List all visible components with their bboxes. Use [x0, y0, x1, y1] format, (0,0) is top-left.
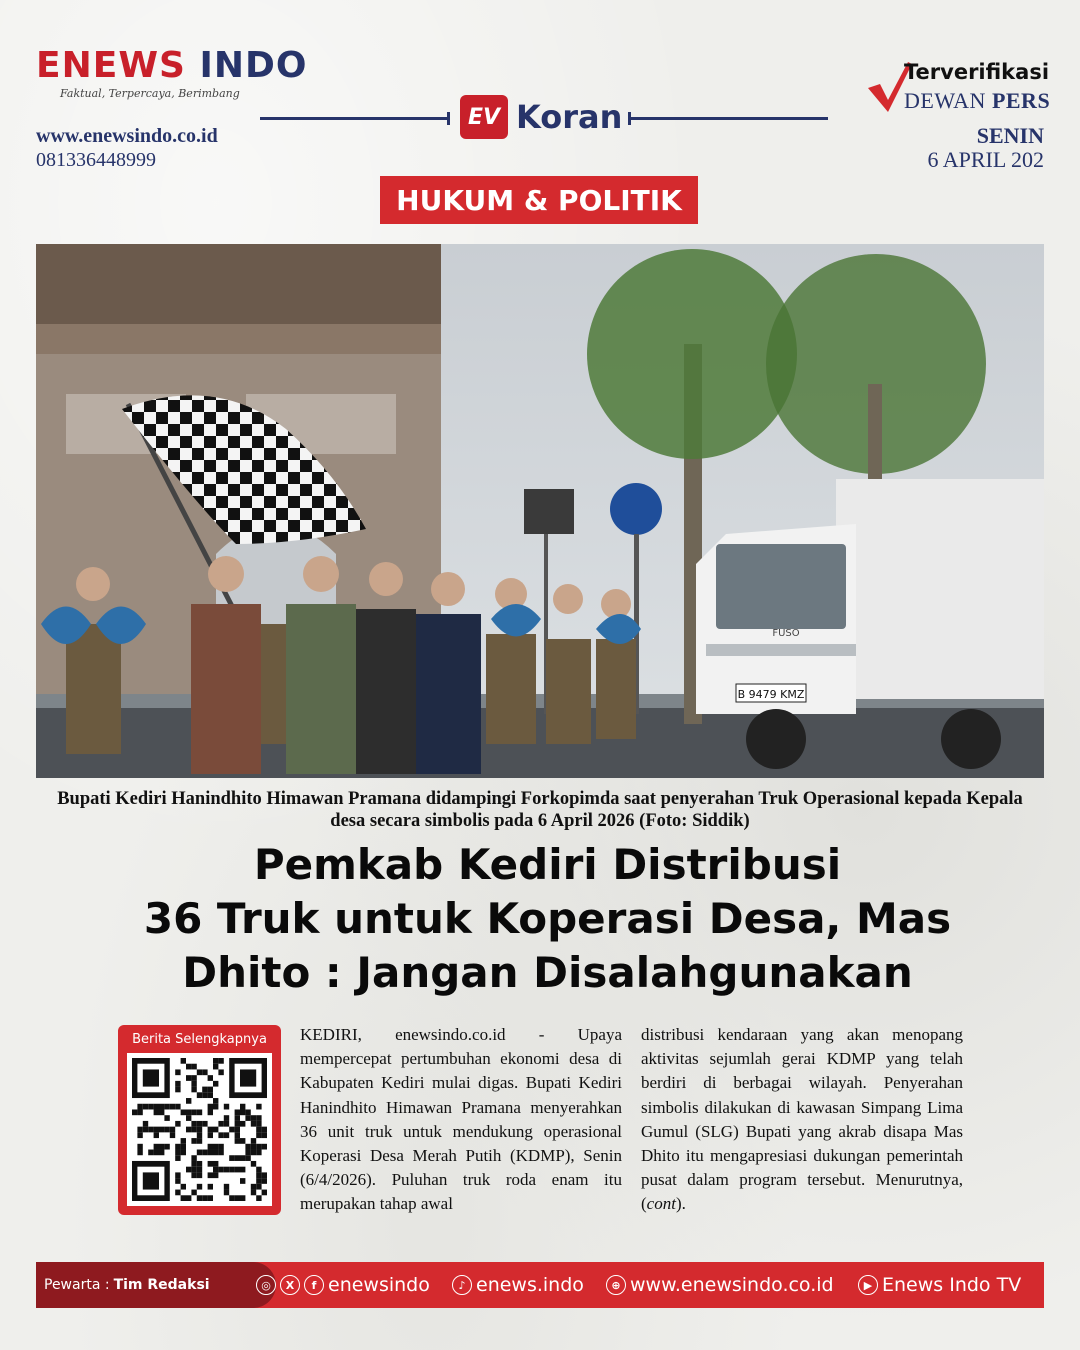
phone-number: 081336448999 — [36, 149, 156, 171]
headline-line-2: 36 Truk untuk Koperasi Desa, Mas — [143, 894, 952, 943]
brand-name-red: ENEWS — [36, 45, 186, 86]
brand-tagline: Faktual, Terpercaya, Berimbang — [60, 87, 240, 100]
tiktok-icon: ♪ — [452, 1275, 472, 1295]
facebook-icon: f — [304, 1275, 324, 1295]
website-link[interactable]: www.enewsindo.co.id — [36, 125, 218, 147]
masthead-divider-right — [628, 117, 828, 120]
ev-logo-icon: EV — [460, 95, 508, 139]
article-cont-marker: cont — [646, 1194, 676, 1214]
photo-caption: Bupati Kediri Hanindhito Himawan Pramana didampingi Forkopimda saat penyerahan Truk Operasional kepada Kepala desa secara simbolis pada 6 April 2026 (Foto: Siddik) — [57, 789, 1023, 831]
reporter-credit — [36, 1262, 276, 1308]
tiktok-text: enews.indo — [476, 1274, 584, 1296]
article-column-1: KEDIRI, enewsindo.co.id - Upaya mempercepat pertumbuhan ekonomi desa di Kabupaten Kediri mulai digas. Bupati Kediri Hanindhito Himawan Pramana menyerahkan 36 unit truk untuk mendukung operasional Koperasi Desa Merah Putih (KDMP), Senin (6/4/2026). Puluhan truk roda enam itu merupakan tahap awal — [300, 1025, 622, 1214]
edition-label: Koran — [516, 98, 623, 136]
website-footer-text: www.enewsindo.co.id — [630, 1274, 834, 1296]
headline — [40, 838, 1055, 1000]
verification-label: Terverifikasi — [904, 60, 1050, 84]
instagram-icon: ◎ — [256, 1275, 276, 1295]
brand-logo — [36, 45, 308, 100]
x-icon: X — [280, 1275, 300, 1295]
verification-org-b: PERS — [991, 88, 1051, 113]
qr-title: Berita Selengkapnya — [132, 1032, 267, 1047]
contact-block — [36, 124, 218, 172]
qr-card[interactable] — [118, 1025, 281, 1215]
verification-org — [904, 88, 1050, 114]
globe-icon: ⊕ — [606, 1275, 626, 1295]
verification-badge — [866, 50, 1056, 120]
website-footer-link[interactable] — [606, 1262, 834, 1308]
news-photo — [36, 244, 1044, 778]
headline-line-3: Dhito : Jangan Disalahgunakan — [182, 948, 913, 997]
footer-bar — [36, 1262, 1044, 1308]
brand-name-navy: INDO — [199, 45, 308, 86]
tiktok-link[interactable] — [452, 1262, 584, 1308]
masthead-divider-left — [260, 117, 450, 120]
issue-date-full: 6 APRIL 202 — [927, 147, 1044, 172]
reporter-label: Pewarta : — [44, 1277, 110, 1293]
headline-line-1: Pemkab Kediri Distribusi — [253, 840, 842, 889]
verification-org-a: DEWAN — [904, 88, 986, 113]
section-label: HUKUM & POLITIK — [380, 176, 698, 224]
youtube-text: Enews Indo TV — [882, 1274, 1022, 1296]
youtube-link[interactable] — [858, 1262, 1021, 1308]
truck-plate: B 9479 KMZ — [737, 688, 805, 701]
article-column-2 — [641, 1023, 963, 1217]
truck-brand: FUSO — [772, 628, 800, 639]
issue-day: SENIN — [976, 123, 1044, 148]
qr-code-icon — [132, 1058, 267, 1201]
article-column-2-text: distribusi kendaraan yang akan menopang aktivitas sejumlah gerai KDMP yang telah berdiri di berbagai wilayah. Penyerahan simbolis dilakukan di kawasan Simpang Lima Gumul (SLG) Bupati yang akrab disapa Mas Dhito itu mengapresiasi dukungan pemerintah pusat dalam program tersebut. Menurutnya, ( — [641, 1025, 963, 1214]
edition-mark — [460, 95, 622, 139]
brand-name — [36, 45, 308, 86]
reporter-name: Tim Redaksi — [113, 1277, 210, 1293]
issue-date — [927, 124, 1044, 172]
social-handle[interactable] — [256, 1262, 430, 1308]
youtube-icon: ▶ — [858, 1275, 878, 1295]
article-column-2-end: ). — [675, 1194, 686, 1214]
news-photo-illustration — [36, 244, 1044, 778]
social-handle-text: enewsindo — [328, 1274, 430, 1296]
qr-code[interactable] — [127, 1053, 272, 1206]
